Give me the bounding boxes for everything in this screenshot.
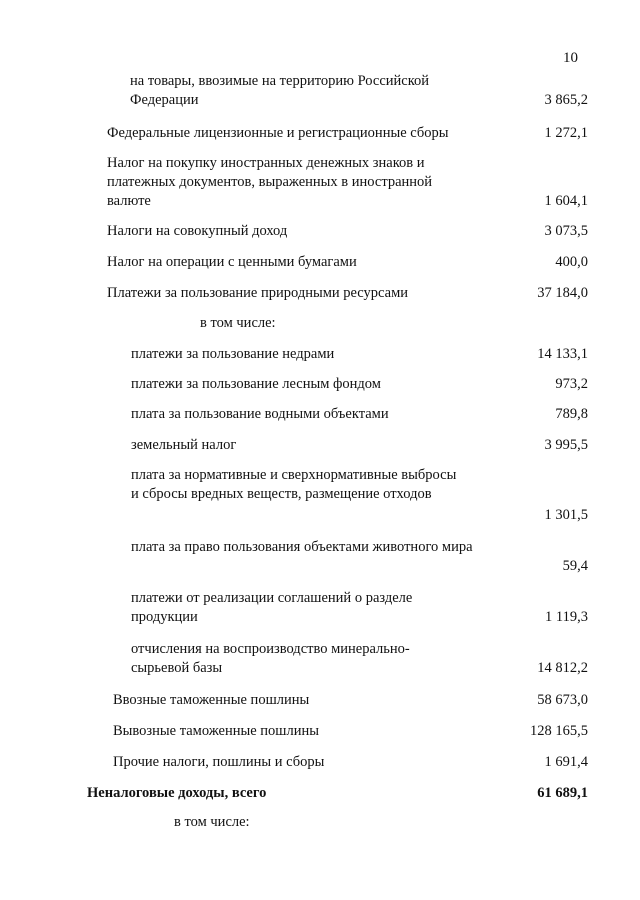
row-value: 58 673,0 bbox=[537, 692, 588, 708]
row-label: платежи от реализации соглашений о разделе продукции bbox=[131, 590, 413, 625]
row-value: 3 073,5 bbox=[544, 223, 588, 239]
row-label: Налоги на совокупный доход bbox=[107, 223, 288, 239]
row-value: 128 165,5 bbox=[530, 723, 588, 739]
row-label: Налог на операции с ценными бумагами bbox=[107, 254, 357, 270]
row-value: 37 184,0 bbox=[537, 285, 588, 301]
row-label: Вывозные таможенные пошлины bbox=[113, 723, 319, 739]
row-value: 3 865,2 bbox=[544, 92, 588, 108]
row-value: 973,2 bbox=[555, 376, 588, 392]
page-number: 10 bbox=[563, 50, 578, 66]
row-label: земельный налог bbox=[131, 437, 237, 453]
row-label: Платежи за пользование природными ресурсами bbox=[107, 285, 409, 301]
row-value: 59,4 bbox=[562, 558, 588, 574]
row-label: Прочие налоги, пошлины и сборы bbox=[113, 754, 325, 770]
row-value: 1 272,1 bbox=[544, 125, 588, 141]
row-label: платежи за пользование лесным фондом bbox=[131, 376, 381, 392]
row-label: плата за пользование водными объектами bbox=[131, 406, 389, 422]
row-label: платежи за пользование недрами bbox=[131, 346, 335, 362]
row-value: 14 812,2 bbox=[537, 660, 588, 676]
row-label: отчисления на воспроизводство минерально-сырьевой базы bbox=[131, 641, 410, 676]
row-value: 1 301,5 bbox=[544, 507, 588, 523]
row-label: плата за право пользования объектами животного мира bbox=[131, 539, 473, 555]
row-value: 14 133,1 bbox=[537, 346, 588, 362]
row-label: плата за нормативные и сверхнормативные выбросы и сбросы вредных веществ, размещение отходов bbox=[131, 467, 457, 502]
row-label: Федеральные лицензионные и регистрационные сборы bbox=[107, 125, 449, 141]
row-value: 789,8 bbox=[555, 406, 588, 422]
row-label: Налог на покупку иностранных денежных знаков и платежных документов, выраженных в иностранной валюте bbox=[107, 155, 433, 209]
row-label: в том числе: bbox=[174, 814, 250, 830]
row-value: 1 604,1 bbox=[544, 193, 588, 209]
row-label: Неналоговые доходы, всего bbox=[87, 785, 267, 801]
row-value: 1 691,4 bbox=[544, 754, 588, 770]
row-value: 3 995,5 bbox=[544, 437, 588, 453]
row-label: в том числе: bbox=[200, 315, 276, 331]
row-value: 61 689,1 bbox=[537, 785, 588, 801]
row-label: на товары, ввозимые на территорию Российской Федерации bbox=[130, 73, 430, 108]
row-label: Ввозные таможенные пошлины bbox=[113, 692, 310, 708]
row-value: 400,0 bbox=[555, 254, 588, 270]
row-value: 1 119,3 bbox=[545, 609, 588, 625]
